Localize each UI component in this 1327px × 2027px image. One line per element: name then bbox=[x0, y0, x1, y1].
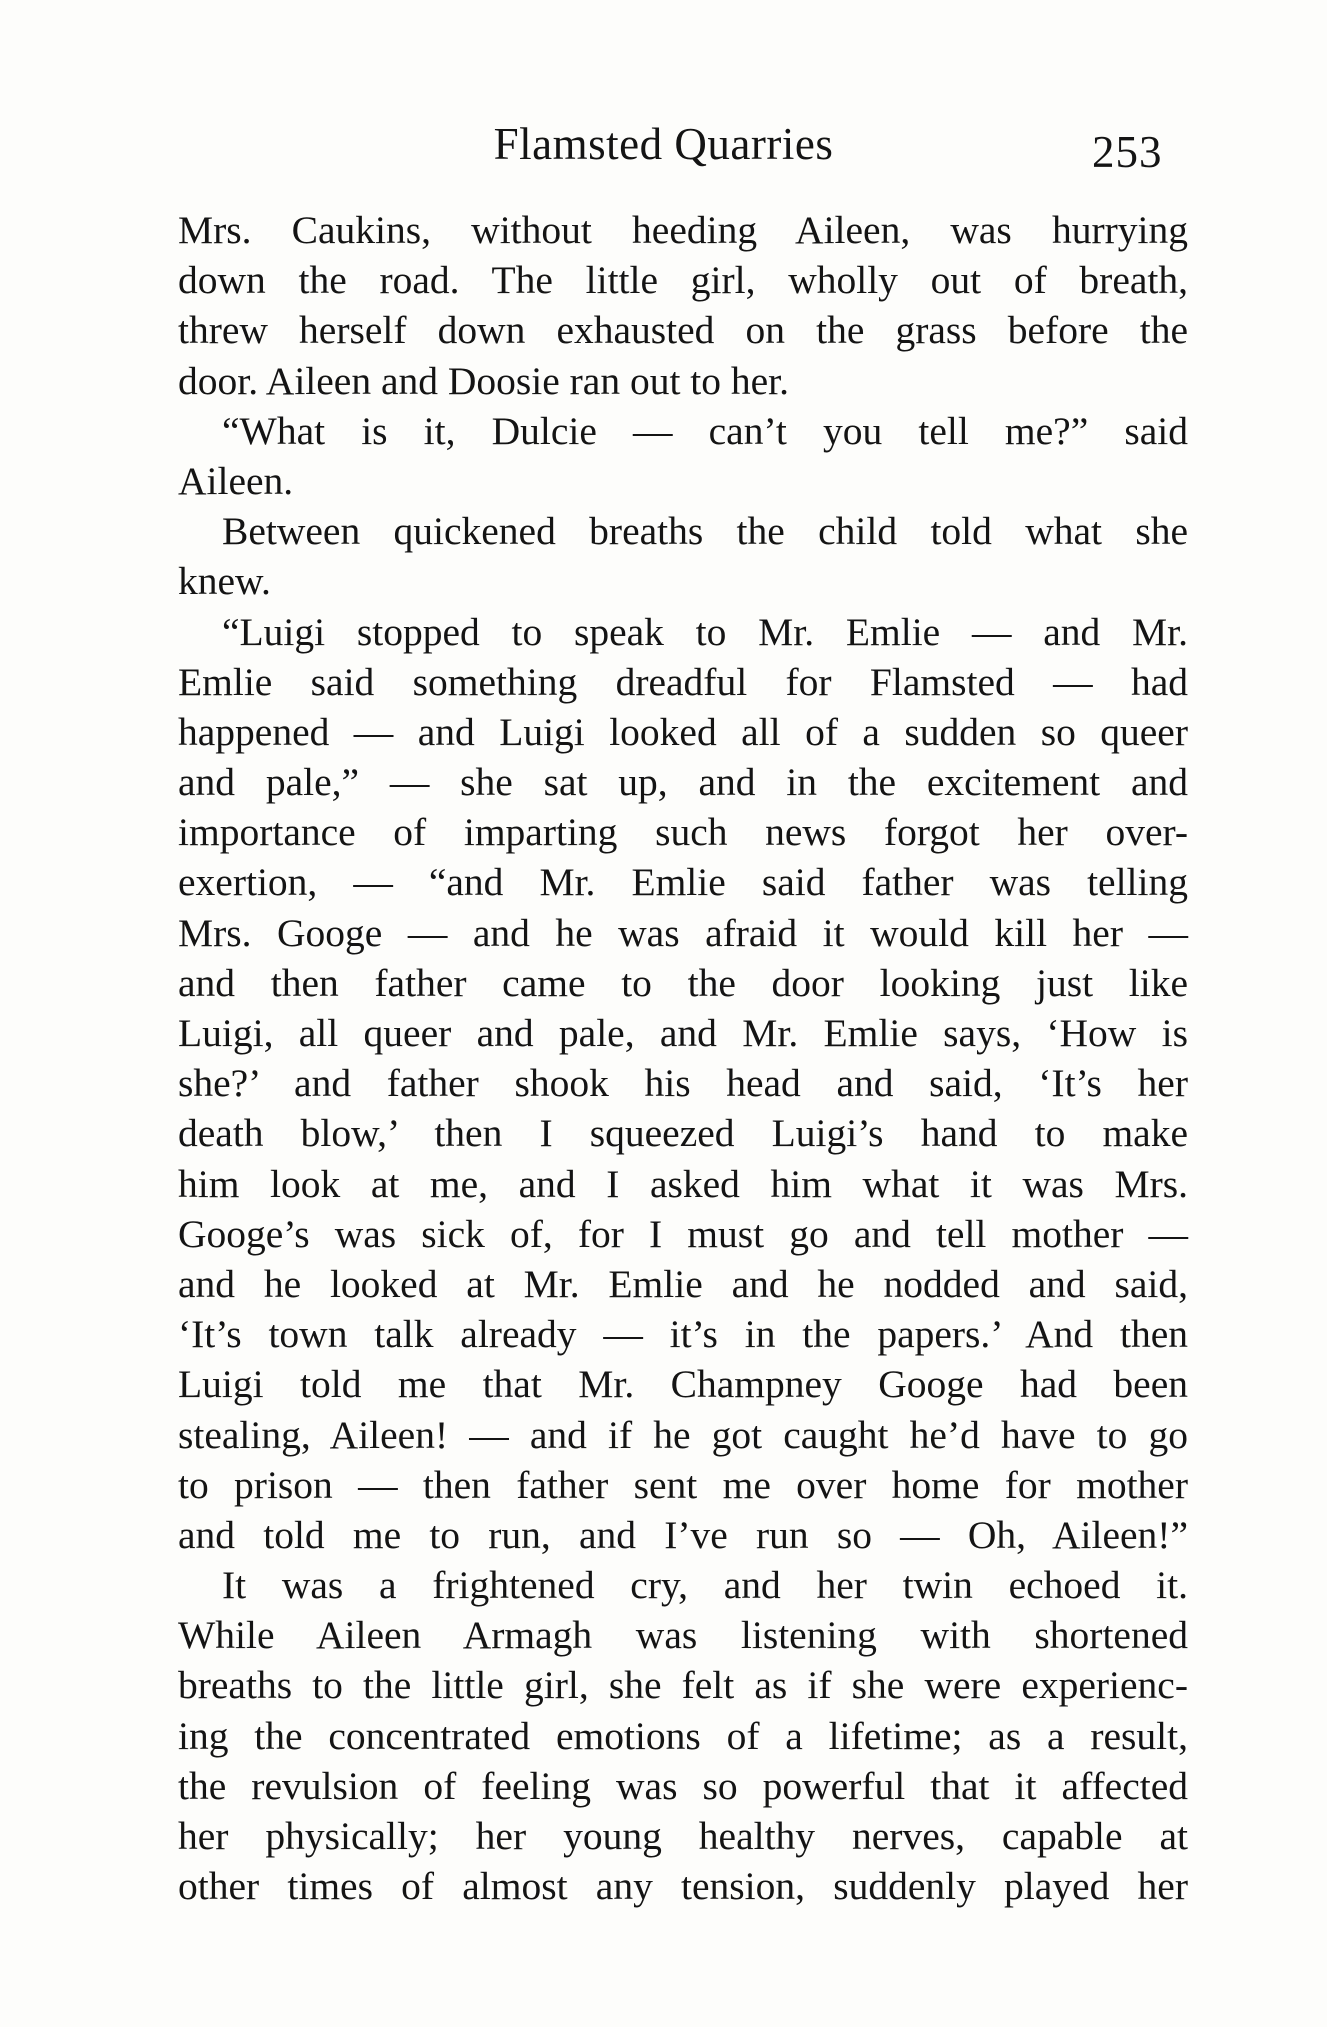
page-header bbox=[0, 118, 1327, 188]
text-line: It was a frightened cry, and her twin echoed it. bbox=[222, 1563, 1188, 1608]
text-line: other times of almost any tension, suddenly played her bbox=[178, 1864, 1188, 1909]
text-line: the revulsion of feeling was so powerful that it affected bbox=[178, 1763, 1188, 1808]
text-line: breaths to the little girl, she felt as if she were experienc- bbox=[178, 1663, 1188, 1708]
text-line: knew. bbox=[178, 559, 271, 604]
text-line: and he looked at Mr. Emlie and he nodded and said, bbox=[178, 1261, 1188, 1306]
text-line: happened — and Luigi looked all of a sudden so queer bbox=[178, 709, 1188, 754]
text-line: ‘It’s town talk already — it’s in the papers.’ And then bbox=[178, 1312, 1188, 1357]
body-text bbox=[178, 205, 1188, 1911]
text-line: stealing, Aileen! — and if he got caught he’d have to go bbox=[178, 1412, 1188, 1457]
text-line: and pale,” — she sat up, and in the excitement and bbox=[178, 760, 1188, 805]
text-line: Googe’s was sick of, for I must go and tell mother — bbox=[178, 1211, 1188, 1256]
text-line: While Aileen Armagh was listening with shortened bbox=[178, 1613, 1188, 1658]
text-line: Between quickened breaths the child told what she bbox=[222, 509, 1188, 554]
text-line: death blow,’ then I squeezed Luigi’s hand to make bbox=[178, 1111, 1188, 1156]
text-line: and told me to run, and I’ve run so — Oh, Aileen!” bbox=[178, 1512, 1188, 1557]
page-number: 253 bbox=[1092, 127, 1163, 177]
text-line: Mrs. Googe — and he was afraid it would kill her — bbox=[178, 910, 1188, 955]
text-line: her physically; her young healthy nerves, capable at bbox=[178, 1814, 1188, 1858]
text-line: down the road. The little girl, wholly out of breath, bbox=[178, 258, 1188, 303]
text-line: ing the concentrated emotions of a lifetime; as a result, bbox=[178, 1713, 1188, 1758]
text-line: “What is it, Dulcie — can’t you tell me?” said bbox=[222, 408, 1188, 453]
text-line: Mrs. Caukins, without heeding Aileen, was hurrying bbox=[178, 208, 1188, 252]
text-line: Luigi told me that Mr. Champney Googe had been bbox=[178, 1362, 1188, 1407]
text-line: Aileen. bbox=[178, 458, 294, 503]
text-line: threw herself down exhausted on the grass before the bbox=[178, 308, 1188, 353]
text-line: “Luigi stopped to speak to Mr. Emlie — and Mr. bbox=[222, 609, 1188, 654]
text-line: Luigi, all queer and pale, and Mr. Emlie says, ‘How is bbox=[178, 1011, 1188, 1055]
text-line: Emlie said something dreadful for Flamsted — had bbox=[178, 659, 1188, 704]
text-line: importance of imparting such news forgot her over- bbox=[178, 810, 1188, 855]
text-line: door. Aileen and Doosie ran out to her. bbox=[178, 358, 790, 403]
text-line: she?’ and father shook his head and said, ‘It’s her bbox=[178, 1061, 1188, 1106]
text-line: exertion, — “and Mr. Emlie said father was telling bbox=[178, 860, 1188, 905]
text-line: to prison — then father sent me over home for mother bbox=[178, 1462, 1188, 1507]
running-title: Flamsted Quarries bbox=[493, 119, 834, 169]
text-line: him look at me, and I asked him what it was Mrs. bbox=[178, 1161, 1188, 1206]
text-line: and then father came to the door looking just like bbox=[178, 960, 1188, 1005]
